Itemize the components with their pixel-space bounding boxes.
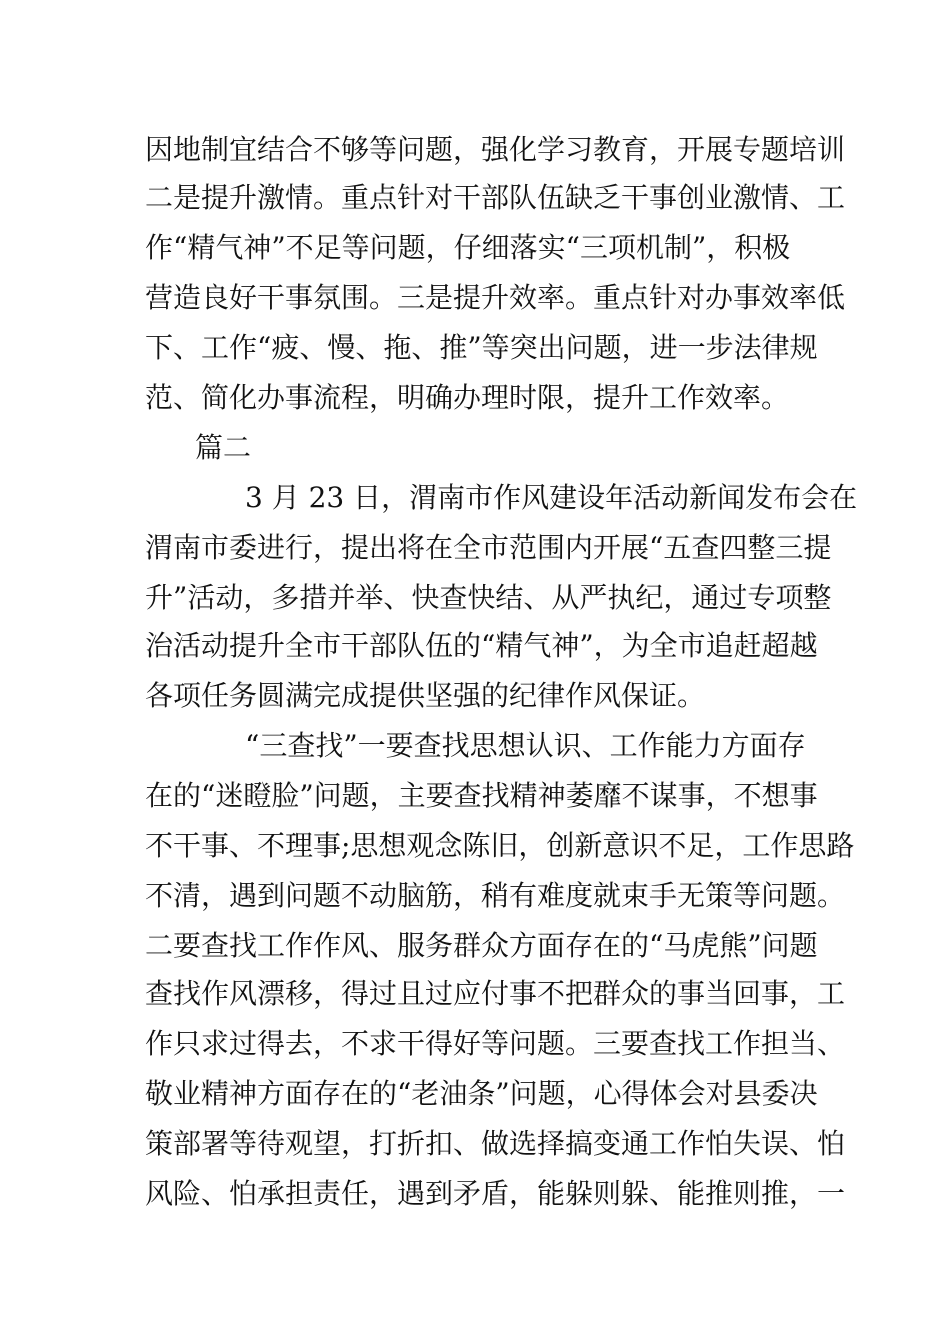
text-line: “三查找”一要查找思想认识、工作能力方面存	[245, 729, 806, 762]
text-line: 因地制宜结合不够等问题，强化学习教育，开展专题培训	[145, 133, 846, 166]
text-line: 敬业精神方面存在的“老油条”问题，心得体会对县委决	[145, 1077, 818, 1110]
text-line: 治活动提升全市干部队伍的“精气神”，为全市追赶超越	[145, 629, 818, 662]
text-line: 策部署等待观望，打折扣、做选择搞变通工作怕失误、怕	[145, 1127, 846, 1160]
text-line: 不清，遇到问题不动脑筋，稍有难度就束手无策等问题。	[145, 879, 846, 912]
text-line: 下、工作“疲、慢、拖、推”等突出问题，进一步法律规	[145, 331, 818, 364]
text-line: 二是提升激情。重点针对干部队伍缺乏干事创业激情、工	[145, 181, 846, 214]
text-line: 3 月 23 日，渭南市作风建设年活动新闻发布会在	[245, 481, 858, 514]
text-line: 营造良好干事氛围。三是提升效率。重点针对办事效率低	[145, 281, 846, 314]
text-line: 作只求过得去，不求干得好等问题。三要查找工作担当、	[145, 1027, 846, 1060]
text-line: 升”活动，多措并举、快查快结、从严执纪，通过专项整	[145, 581, 832, 614]
section-heading: 篇二	[195, 431, 252, 464]
text-line: 不干事、不理事;思想观念陈旧，创新意识不足，工作思路	[145, 829, 855, 862]
text-line: 作“精气神”不足等问题，仔细落实“三项机制”，积极	[145, 231, 791, 264]
text-line: 风险、怕承担责任，遇到矛盾，能躲则躲、能推则推，一	[145, 1177, 846, 1210]
text-line: 范、简化办事流程，明确办理时限，提升工作效率。	[145, 381, 790, 414]
text-line: 查找作风漂移，得过且过应付事不把群众的事当回事，工	[145, 977, 846, 1010]
text-line: 在的“迷瞪脸”问题，主要查找精神萎靡不谋事，不想事	[145, 779, 818, 812]
text-line: 渭南市委进行，提出将在全市范围内开展“五查四整三提	[145, 531, 832, 564]
text-line: 各项任务圆满完成提供坚强的纪律作风保证。	[145, 679, 706, 712]
text-line: 二要查找工作作风、服务群众方面存在的“马虎熊”问题	[145, 929, 818, 962]
